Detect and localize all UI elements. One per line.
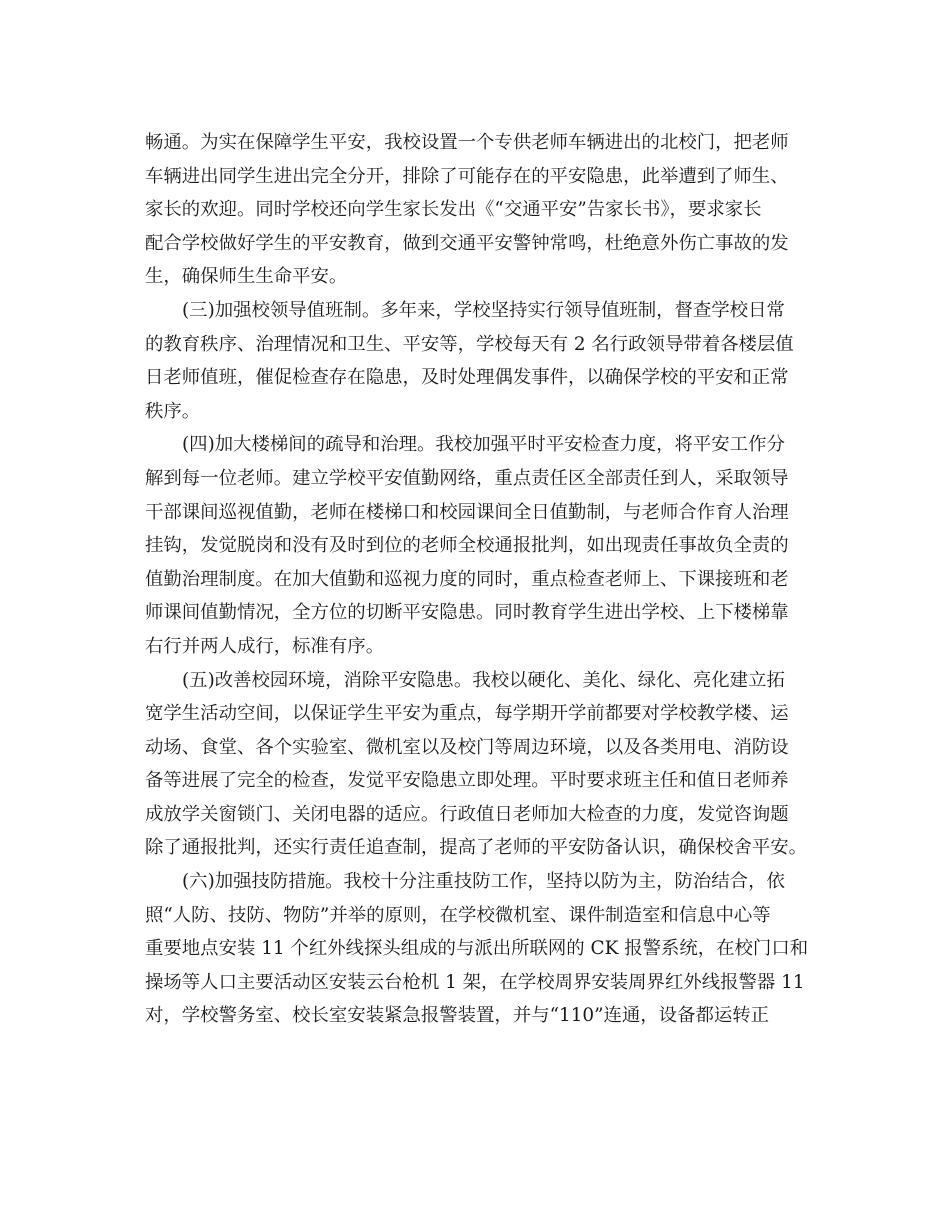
paragraph-0-line-4: 生，确保师生生命平安。 <box>145 266 348 288</box>
paragraph-0-line-0: 畅通。为实在保障学生平安，我校设置一个专供老师车辆进出的北校门，把老师 <box>145 132 789 153</box>
paragraph-2-line-2: 干部课间巡视值勤，老师在楼梯口和校园课间全日值勤制，与老师合作育人治理 <box>145 501 789 523</box>
document-body <box>145 126 810 1033</box>
paragraph-3-line-0: (五)改善校园环境，消除平安隐患。我校以硬化、美化、绿化、亮化建立拓 <box>182 669 785 691</box>
paragraph-2-line-5: 师课间值勤情况，全方位的切断平安隐患。同时教育学生进出学校、上下楼梯靠 <box>145 602 789 624</box>
paragraph-0-line-3: 配合学校做好学生的平安教育，做到交通平安警钟常鸣，杜绝意外伤亡事故的发 <box>145 232 789 254</box>
paragraph-1-line-0: (三)加强校领导值班制。多年来，学校坚持实行领导值班制，督查学校日常 <box>182 299 785 321</box>
paragraph-2-line-1: 解到每一位老师。建立学校平安值勤网络，重点责任区全部责任到人，采取领导 <box>145 467 789 489</box>
paragraph-2-line-3: 挂钩，发觉脱岗和没有及时到位的老师全校通报批判，如出现责任事故负全责的 <box>145 535 789 557</box>
paragraph-1-line-3: 秩序。 <box>145 400 201 422</box>
paragraph-1-line-1: 的教育秩序、治理情况和卫生、平安等，学校每天有 2 名行政领导带着各楼层值 <box>145 333 794 355</box>
paragraph-4-line-4: 对，学校警务室、校长室安装紧急报警装置，并与“110”连通，设备都运转正 <box>145 1005 770 1027</box>
paragraph-4-line-2: 重要地点安装 11 个红外线探头组成的与派出所联网的 CK 报警系统，在校门口和 <box>145 938 809 960</box>
paragraph-2-line-4: 值勤治理制度。在加大值勤和巡视力度的同时，重点检查老师上、下课接班和老 <box>145 568 789 590</box>
paragraph-0-line-1: 车辆进出同学生进出完全分开，排除了可能存在的平安隐患，此举遭到了师生、 <box>145 165 789 187</box>
paragraph-3-line-1: 宽学生活动空间，以保证学生平安为重点，每学期开学前都要对学校教学楼、运 <box>145 703 789 725</box>
paragraph-4-line-0: (六)加强技防措施。我校十分注重技防工作，坚持以防为主，防治结合，依 <box>182 871 785 893</box>
paragraph-4-line-3: 操场等人口主要活动区安装云台枪机 1 架，在学校周界安装周界红外线报警器 11 <box>145 971 805 993</box>
paragraph-3-line-5: 除了通报批判，还实行责任追查制，提高了老师的平安防备认识，确保校舍平安。 <box>145 837 808 859</box>
paragraph-2-line-0: (四)加大楼梯间的疏导和治理。我校加强平时平安检查力度，将平安工作分 <box>182 434 785 456</box>
paragraph-3-line-3: 备等进展了完全的检查，发觉平安隐患立即处理。平时要求班主任和值日老师养 <box>145 770 789 792</box>
paragraph-2-line-6: 右行并两人成行，标准有序。 <box>145 635 385 657</box>
paragraph-3-line-2: 动场、食堂、各个实验室、微机室以及校门等周边环境，以及各类用电、消防设 <box>145 736 789 758</box>
paragraph-0-line-2: 家长的欢迎。同时学校还向学生家长发出《“交通平安”告家长书》，要求家长 <box>145 199 762 221</box>
paragraph-1-line-2: 日老师值班，催促检查存在隐患，及时处理偶发事件，以确保学校的平安和正常 <box>145 367 789 389</box>
paragraph-3-line-4: 成放学关窗锁门、关闭电器的适应。行政值日老师加大检查的力度，发觉咨询题 <box>145 803 789 825</box>
paragraph-4-line-1: 照“人防、技防、物防”并举的原则，在学校微机室、课件制造室和信息中心等 <box>145 904 771 926</box>
